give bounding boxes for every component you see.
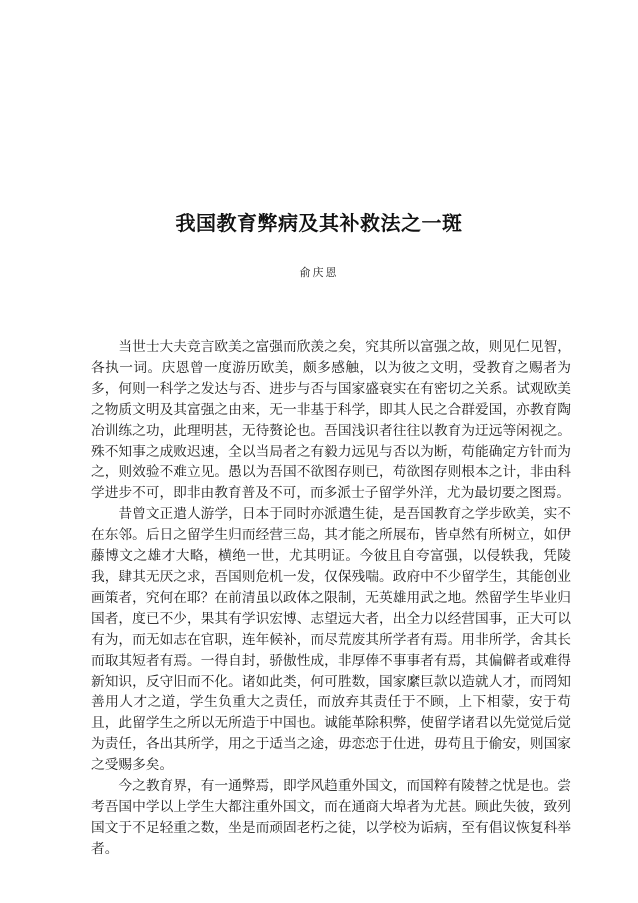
author-name: 俞庆恩 bbox=[299, 266, 339, 279]
paragraph: 当世士大夫竞言欧美之富强而欣羡之矣，究其所以富强之故，则见仁见智，各执一词。庆恩曾一度游历欧美，颇多感触，以为彼之文明，受教育之赐者为多，何则一科学之发达与否、进步与否与国家盛衰实在有密切之关系。试观欧美之物质文明及其富强之由来，无一非基于科学，即其人民之合群爱国，亦教育陶冶训练之功，此理明甚，无待赘论也。吾国浅识者往往以教育为迂远等闲视之。殊不知事之成败迟速，全以当局者之有毅力远见与否以为断，苟能确定方针而为之，则效验不难立见。愚以为吾国不欲图存则已，苟欲图存则根本之计，非由科学进步不可，即非由教育普及不可，而多派士子留学外洋，尤为最切要之图焉。 bbox=[91, 339, 571, 502]
paragraph: 昔曾文正遣人游学，日本于同时亦派遣生徒，是吾国教育之学步欧美，实不在东邻。后日之留学生归而经营三岛，其才能之所展布，皆卓然有所树立，如伊藤博文之雄才大略，横绝一世，尤其明证。今彼且自夸富强，以侵轶我，凭陵我，肆其无厌之求，吾国则危机一发，仅保残喘。政府中不少留学生，其能创业画策者，究何在耶？在前清虽以政体之限制，无英雄用武之地。然留学生毕业归国者，度已不少，果其有学识宏博、志望远大者，出全力以经营国事，正大可以有为，而无如志在官职，连年候补，而尽荒废其所学者有焉。用非所学，舍其长而取其短者有焉。一得自封，骄傲性成，非厚俸不事事者有焉，其偏僻者或难得新知识，反守旧而不化。诸如此类，何可胜数，国家縻巨款以造就人才，而罔知善用人才之道，学生负重大之责任，而放弃其责任于不顾，上下相蒙，安于苟且，此留学生之所以无所造于中国也。诚能革除积弊，使留学诸君以先觉觉后觉为责任，各出其所学，用之于适当之途，毋恋恋于仕进，毋苟且于偷安，则国家之受赐多矣。 bbox=[91, 506, 571, 774]
article-title: 我国教育弊病及其补救法之一斑 bbox=[175, 211, 463, 235]
paragraph: 今之教育界，有一通弊焉，即学风趋重外国文，而国粹有陵替之忧是也。尝考吾国中学以上学生大都注重外国文，而在通商大埠者为尤甚。顾此失彼，致列国文于不足轻重之数，坐是而顽固老朽之徒，以学校为诟病，至有倡议恢复科举者。 bbox=[91, 778, 571, 857]
article-body bbox=[91, 337, 571, 860]
